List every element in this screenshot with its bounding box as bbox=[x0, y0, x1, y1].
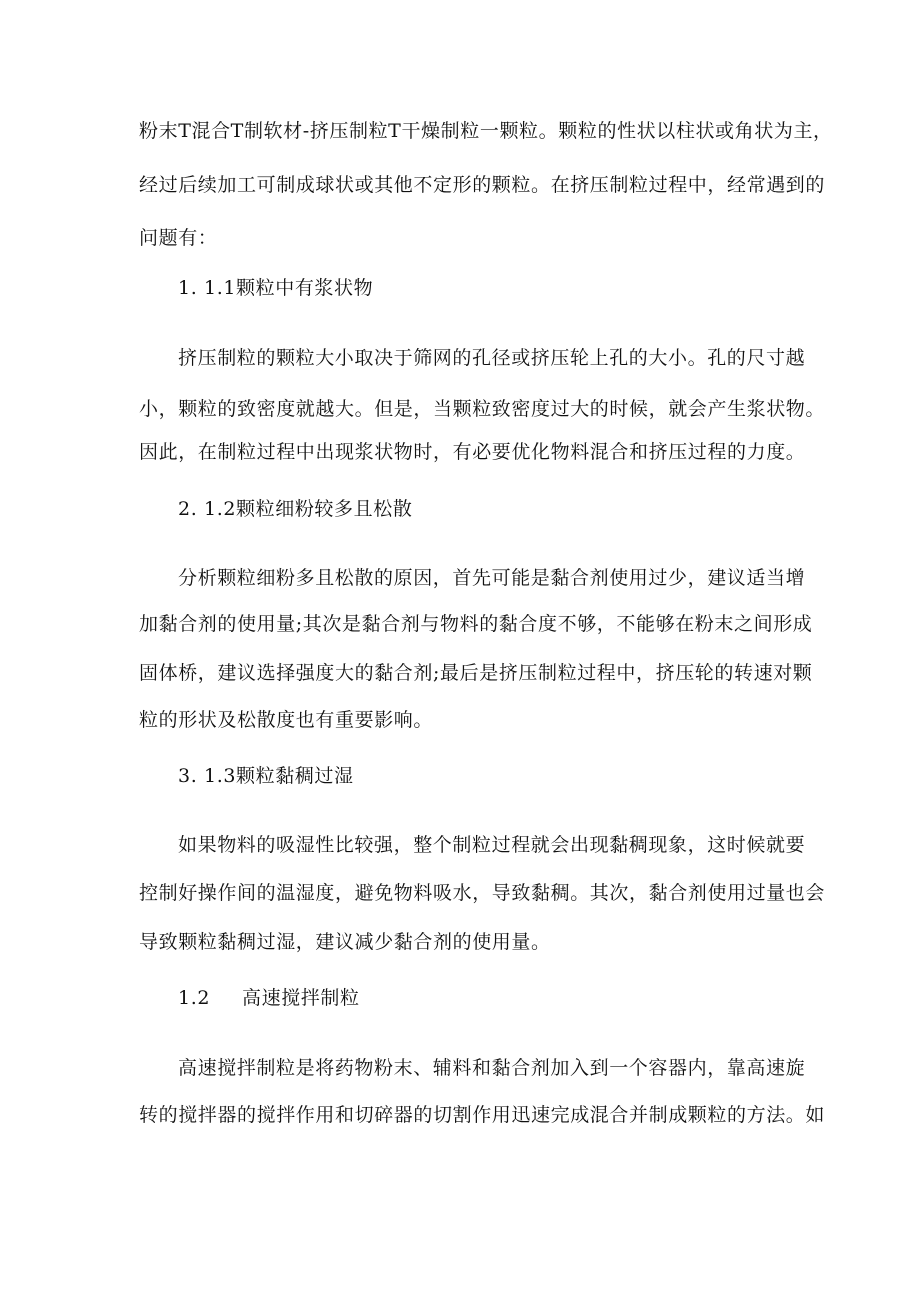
heading-1-title: 1.1颗粒中有浆状物 bbox=[204, 277, 374, 299]
section-number: 1.2 bbox=[178, 987, 211, 1009]
paragraph-1-line-3: 问题有： bbox=[139, 227, 218, 249]
paragraph-1-line-1: 粉末T混合T制软材-挤压制粒T干燥制粒一颗粒。颗粒的性状以柱状或角状为主， bbox=[139, 120, 833, 142]
heading-1 bbox=[178, 275, 828, 301]
paragraph-3-line-2: 加黏合剂的使用量;其次是黏合剂与物料的黏合度不够，不能够在粉末之间形成 bbox=[139, 613, 813, 635]
paragraph-2-line-3: 因此，在制粒过程中出现浆状物时，有必要优化物料混合和挤压过程的力度。 bbox=[139, 441, 806, 463]
paragraph-5-line-1: 高速搅拌制粒是将药物粉末、辅料和黏合剂加入到一个容器内，靠高速旋 bbox=[178, 1057, 806, 1079]
section-heading bbox=[178, 985, 828, 1011]
section-title: 高速搅拌制粒 bbox=[242, 987, 360, 1009]
heading-3 bbox=[178, 763, 828, 789]
paragraph-3-line-3: 固体桥，建议选择强度大的黏合剂;最后是挤压制粒过程中，挤压轮的转速对颗 bbox=[139, 662, 813, 684]
heading-2-title: 1.2颗粒细粉较多且松散 bbox=[204, 498, 413, 520]
heading-3-title: 1.3颗粒黏稠过湿 bbox=[204, 765, 354, 787]
paragraph-4-line-1: 如果物料的吸湿性比较强，整个制粒过程就会出现黏稠现象，这时候就要 bbox=[178, 834, 806, 856]
paragraph-2-line-1: 挤压制粒的颗粒大小取决于筛网的孔径或挤压轮上孔的大小。孔的尺寸越 bbox=[178, 347, 806, 369]
paragraph-4-line-2: 控制好操作间的温湿度，避免物料吸水，导致黏稠。其次，黏合剂使用过量也会 bbox=[139, 882, 826, 904]
paragraph-1-line-2: 经过后续加工可制成球状或其他不定形的颗粒。在挤压制粒过程中，经常遇到的 bbox=[139, 174, 826, 196]
paragraph-3-line-4: 粒的形状及松散度也有重要影响。 bbox=[139, 709, 434, 731]
paragraph-5-line-2: 转的搅拌器的搅拌作用和切碎器的切割作用迅速完成混合并制成颗粒的方法。如 bbox=[139, 1104, 826, 1126]
heading-3-number: 3. bbox=[178, 765, 198, 787]
heading-2-number: 2. bbox=[178, 498, 198, 520]
paragraph-2-line-2: 小，颗粒的致密度就越大。但是，当颗粒致密度过大的时候，就会产生浆状物。 bbox=[139, 398, 826, 420]
heading-2 bbox=[178, 496, 828, 522]
heading-1-number: 1. bbox=[178, 277, 198, 299]
paragraph-3-line-1: 分析颗粒细粉多且松散的原因，首先可能是黏合剂使用过少，建议适当增 bbox=[178, 567, 806, 589]
paragraph-4-line-3: 导致颗粒黏稠过湿，建议减少黏合剂的使用量。 bbox=[139, 931, 551, 953]
